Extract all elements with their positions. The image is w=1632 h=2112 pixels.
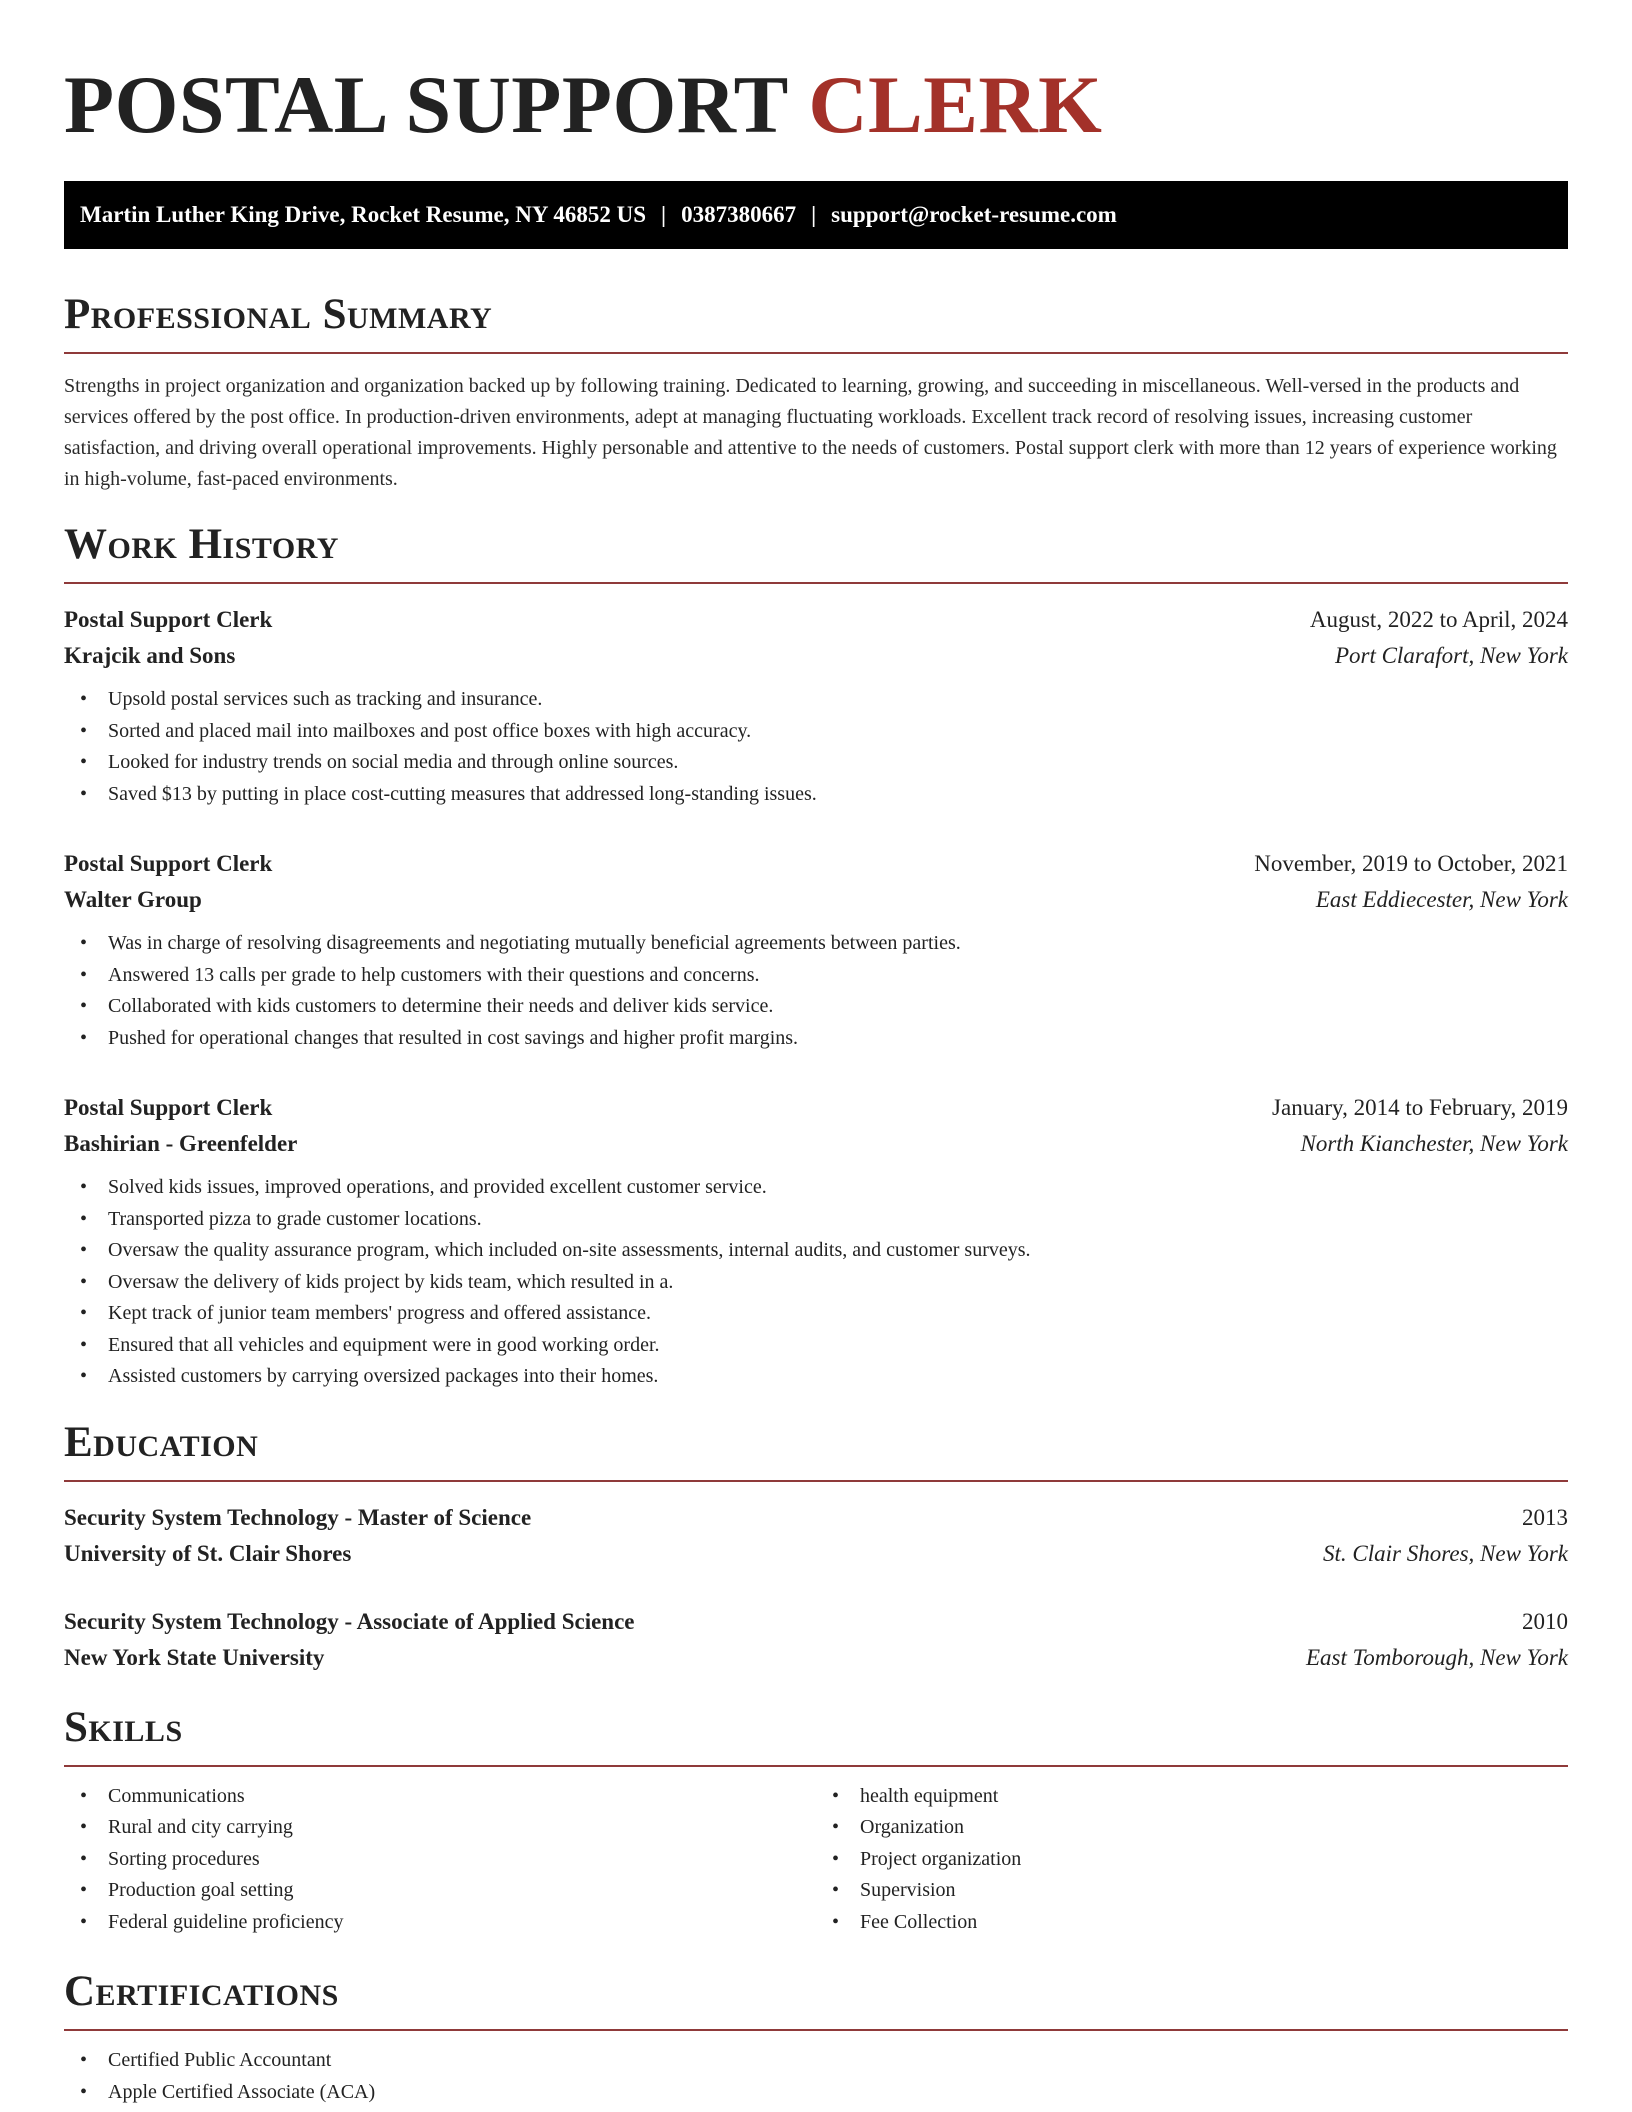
education-degree: Security System Technology - Master of Science: [64, 1504, 532, 1530]
contact-separator: |: [811, 202, 817, 227]
title-accent: CLERK: [808, 59, 1103, 150]
skills-list-left: [64, 1781, 816, 1939]
job-entry: [64, 602, 1568, 810]
list-item: • Solved kids issues, improved operations, and provided excellent customer service.: [64, 1172, 1568, 1204]
job-dates: November, 2019 to October, 2021: [1254, 851, 1568, 876]
education-year: 2010: [1522, 1608, 1568, 1634]
work-history-section: [64, 523, 1568, 1393]
summary-section: [64, 293, 1568, 495]
job-company: Walter Group: [64, 887, 202, 912]
job-company: Bashirian - Greenfelder: [64, 1131, 298, 1156]
resume-title: [64, 59, 1568, 150]
list-item: • Sorting procedures: [64, 1844, 816, 1876]
list-item: • Certified Public Accountant: [64, 2045, 1568, 2077]
list-item: • Saved $13 by putting in place cost-cutting measures that addressed long-standing issues.: [64, 779, 1568, 811]
skills-section: [64, 1703, 1568, 1939]
summary-text: Strengths in project organization and organization backed up by following training. Dedicated to learning, growing, and succeeding in miscellaneous. Well-versed in the products and services offered by the post office. In production-driven environments, adept at managing fluctuating workloads. Excellent track record of resolving issues, increasing customer satisfaction, and driving overall operational improvements. Highly personable and attentive to the needs of customers. Postal support clerk with more than 12 years of experience working in high-volume, fast-paced environments.: [64, 375, 1557, 490]
skills-list-right: [816, 1781, 1568, 1939]
list-item: • health equipment: [816, 1781, 1568, 1813]
section-heading-summary: Professional Summary: [64, 293, 1568, 354]
contact-email[interactable]: support@rocket-resume.com: [831, 202, 1117, 227]
contact-separator: |: [661, 202, 667, 227]
list-item: • Looked for industry trends on social media and through online sources.: [64, 747, 1568, 779]
education-section: [64, 1418, 1568, 1676]
list-item: • Federal guideline proficiency: [64, 1907, 816, 1939]
education-location: St. Clair Shores, New York: [1323, 1540, 1568, 1566]
list-item: • Oversaw the quality assurance program, which included on-site assessments, internal audits, and customer surveys.: [64, 1235, 1568, 1267]
job-dates: August, 2022 to April, 2024: [1309, 607, 1568, 632]
list-item: • Upsold postal services such as tracking and insurance.: [64, 684, 1568, 716]
skills-columns: [64, 1781, 1568, 1939]
contact-phone: 0387380667: [681, 202, 797, 227]
list-item: • Transported pizza to grade customer locations.: [64, 1204, 1568, 1236]
list-item: • Assisted customers by carrying oversized packages into their homes.: [64, 1361, 1568, 1393]
job-location: East Eddiecester, New York: [1315, 887, 1568, 912]
job-company: Krajcik and Sons: [64, 643, 236, 668]
job-title: Postal Support Clerk: [64, 607, 273, 632]
job-bullets: [64, 1172, 1568, 1393]
job-title: Postal Support Clerk: [64, 1095, 273, 1120]
list-item: • Project organization: [816, 1844, 1568, 1876]
list-item: • Was in charge of resolving disagreements and negotiating mutually beneficial agreements between parties.: [64, 928, 1568, 960]
contact-bar: [64, 181, 1568, 249]
list-item: • Rural and city carrying: [64, 1812, 816, 1844]
list-item: • Supervision: [816, 1875, 1568, 1907]
section-heading-education: Education: [64, 1421, 1568, 1482]
list-item: • Apple Certified Associate (ACA): [64, 2077, 1568, 2109]
job-location: Port Clarafort, New York: [1334, 643, 1568, 668]
list-item: • Kept track of junior team members' progress and offered assistance.: [64, 1298, 1568, 1330]
list-item: • Communications: [64, 1781, 816, 1813]
list-item: • Organization: [816, 1812, 1568, 1844]
education-school: University of St. Clair Shores: [64, 1540, 352, 1566]
list-item: • Collaborated with kids customers to determine their needs and deliver kids service.: [64, 991, 1568, 1023]
section-heading-skills: Skills: [64, 1706, 1568, 1767]
job-dates: January, 2014 to February, 2019: [1272, 1095, 1568, 1120]
title-main: POSTAL SUPPORT: [64, 59, 809, 150]
job-bullets: [64, 684, 1568, 810]
job-entry: [64, 846, 1568, 1054]
certifications-list: [64, 2045, 1568, 2108]
education-degree: Security System Technology - Associate of Applied Science: [64, 1608, 635, 1634]
list-item: • Sorted and placed mail into mailboxes and post office boxes with high accuracy.: [64, 716, 1568, 748]
job-entry: [64, 1090, 1568, 1393]
education-location: East Tomborough, New York: [1305, 1644, 1568, 1670]
contact-address: Martin Luther King Drive, Rocket Resume, NY 46852 US: [80, 202, 647, 227]
job-bullets: [64, 928, 1568, 1054]
list-item: • Production goal setting: [64, 1875, 816, 1907]
job-title: Postal Support Clerk: [64, 851, 273, 876]
list-item: • Answered 13 calls per grade to help customers with their questions and concerns.: [64, 960, 1568, 992]
education-entry: [64, 1500, 1568, 1572]
section-heading-certifications: Certifications: [64, 1970, 1568, 2031]
list-item: • Pushed for operational changes that resulted in cost savings and higher profit margins.: [64, 1023, 1568, 1055]
certifications-section: [64, 1970, 1568, 2108]
education-entry: [64, 1604, 1568, 1676]
job-location: North Kianchester, New York: [1300, 1131, 1568, 1156]
section-heading-work: Work History: [64, 523, 1568, 584]
education-year: 2013: [1522, 1504, 1568, 1530]
list-item: • Oversaw the delivery of kids project by kids team, which resulted in a.: [64, 1267, 1568, 1299]
education-school: New York State University: [64, 1644, 325, 1670]
list-item: • Fee Collection: [816, 1907, 1568, 1939]
list-item: • Ensured that all vehicles and equipment were in good working order.: [64, 1330, 1568, 1362]
